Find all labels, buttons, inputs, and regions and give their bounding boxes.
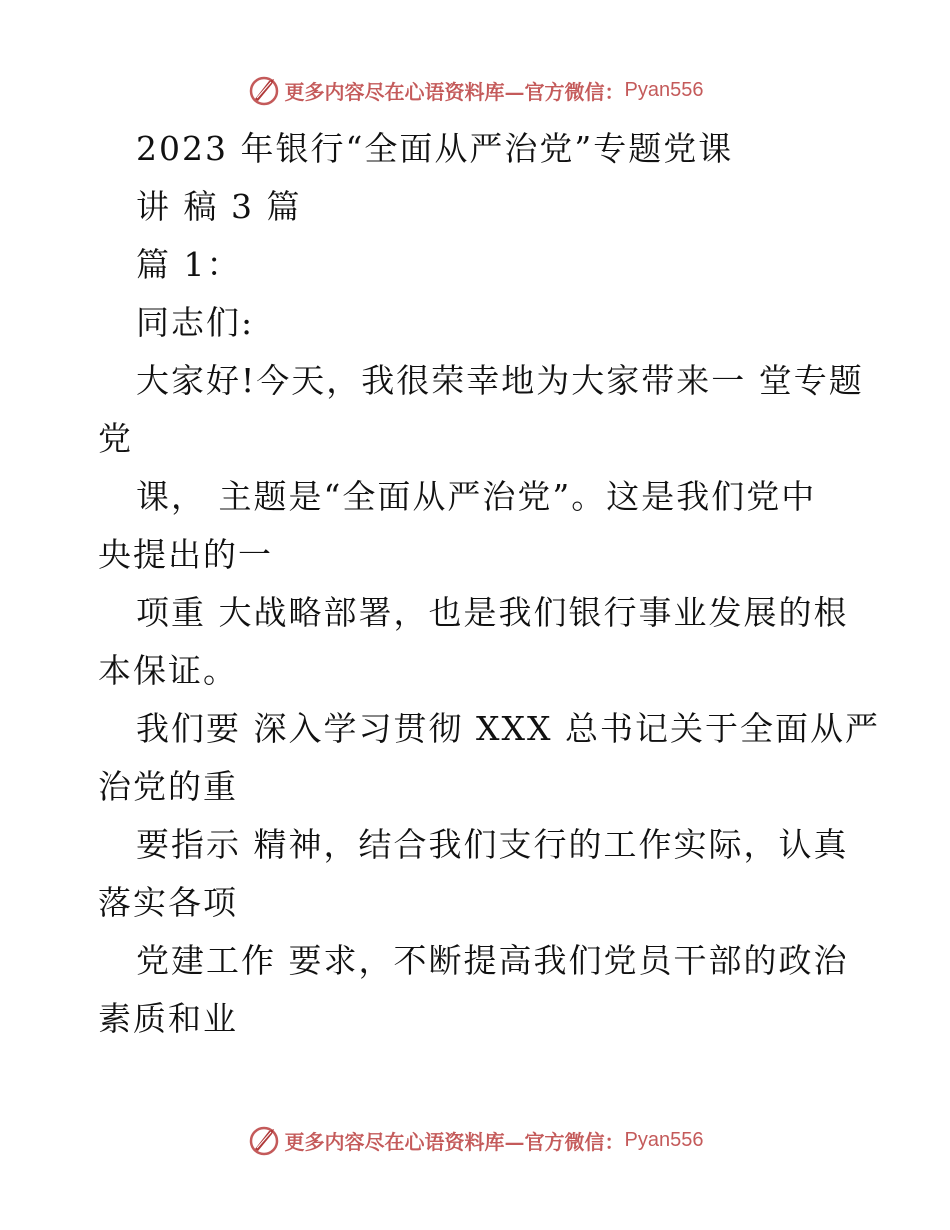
doc-line: 本保证。 bbox=[98, 651, 238, 690]
quill-pen-logo-icon bbox=[247, 1123, 281, 1157]
quill-pen-logo-icon bbox=[247, 73, 281, 107]
doc-line: 素质和业 bbox=[98, 999, 238, 1038]
doc-line: 要指示 精神，结合我们支行的工作实际，认真 bbox=[136, 825, 849, 864]
doc-line: 治党的重 bbox=[98, 767, 238, 806]
banner-wechat-id: Pyan556 bbox=[624, 78, 704, 101]
document-body bbox=[98, 120, 880, 1048]
doc-line: 央提出的一 bbox=[98, 535, 273, 574]
footer-watermark-banner bbox=[0, 1120, 950, 1160]
header-watermark-banner bbox=[0, 70, 950, 110]
doc-line: 党 bbox=[98, 419, 133, 458]
doc-line: 我们要 深入学习贯彻 XXX 总书记关于全面从严 bbox=[136, 709, 880, 748]
doc-line: 课， 主题是“全面从严治党”。这是我们党中 bbox=[136, 477, 817, 516]
doc-line: 篇 1： bbox=[136, 245, 242, 284]
banner-text: 更多内容尽在心语资料库—官方微信： bbox=[284, 79, 625, 104]
doc-line: 讲 稿 3 篇 bbox=[136, 187, 302, 226]
doc-line: 同志们: bbox=[136, 303, 255, 342]
banner-wechat-id: Pyan556 bbox=[624, 1128, 704, 1151]
doc-line: 大家好!今天，我很荣幸地为大家带来一 堂专题 bbox=[136, 361, 864, 400]
doc-line: 项重 大战略部署，也是我们银行事业发展的根 bbox=[136, 593, 849, 632]
doc-line: 落实各项 bbox=[98, 883, 238, 922]
doc-line: 2023 年银行“全面从严治党”专题党课 bbox=[136, 129, 734, 168]
banner-text: 更多内容尽在心语资料库—官方微信： bbox=[284, 1129, 625, 1154]
doc-line: 党建工作 要求，不断提高我们党员干部的政治 bbox=[136, 941, 849, 980]
